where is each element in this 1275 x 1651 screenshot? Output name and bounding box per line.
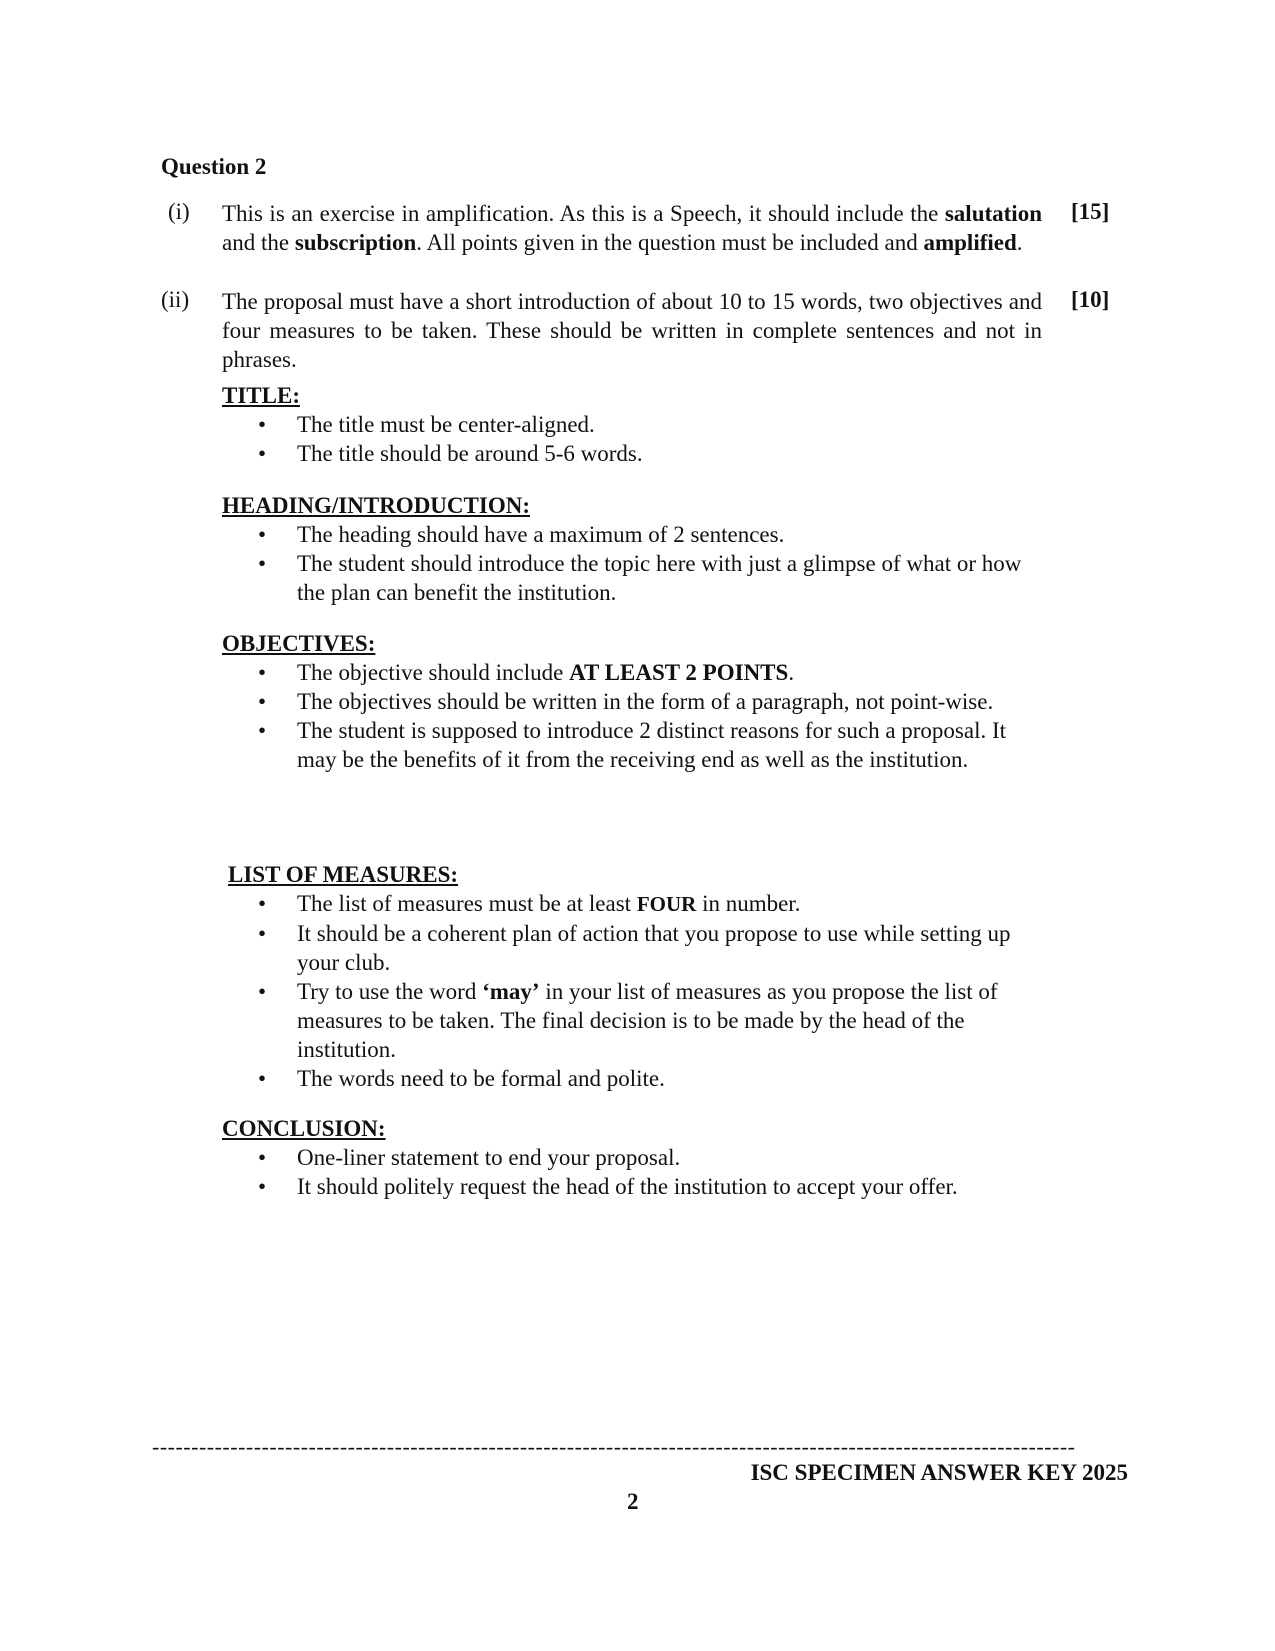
list-item: • The words need to be formal and polite.: [258, 1066, 665, 1091]
heading-introduction-heading: HEADING/INTRODUCTION:: [222, 493, 530, 518]
list-item: • The objective should include AT LEAST 2 POINTS.: [258, 660, 795, 685]
list-item: • The student should introduce the topic here with just a glimpse of what or how the plan can benefit the institution.: [258, 551, 1022, 605]
bullet-icon: •: [258, 891, 267, 916]
bullet-icon: •: [258, 718, 267, 743]
bullet-icon: •: [258, 412, 267, 437]
list-item: • The list of measures must be at least FOUR in number.: [258, 891, 801, 916]
title-heading: TITLE:: [222, 383, 300, 408]
list-item: • One-liner statement to end your proposal.: [258, 1145, 681, 1170]
bullet-icon: •: [258, 979, 267, 1004]
list-item: • The objectives should be written in the form of a paragraph, not point-wise.: [258, 689, 994, 714]
list-item: • The student is supposed to introduce 2 distinct reasons for such a proposal. It may be the benefits of it from the receiving end as well as the institution.: [258, 718, 1007, 772]
objectives-section: [222, 629, 1042, 774]
bullet-icon: •: [258, 551, 267, 576]
heading-section: [222, 491, 1042, 607]
page-number: 2: [627, 1489, 639, 1514]
bullet-icon: •: [258, 689, 267, 714]
title-section: [222, 381, 1042, 468]
list-item: • The title must be center-aligned.: [258, 412, 595, 437]
part-ii-marks: [10]: [1071, 287, 1110, 312]
part-i-marks: [15]: [1071, 199, 1110, 224]
footer-divider: ----------------------------------------------------------------------------------------------------------------------: [152, 1436, 1076, 1458]
footer-title: ISC SPECIMEN ANSWER KEY 2025: [750, 1460, 1128, 1485]
bullet-icon: •: [258, 921, 267, 946]
bullet-icon: •: [258, 660, 267, 685]
part-i-text: This is an exercise in amplification. As this is a Speech, it should include the salutation and the subscription. All points given in the question must be included and amplified.: [222, 201, 1042, 255]
conclusion-section: [222, 1114, 1042, 1201]
measures-section: [222, 860, 1042, 1093]
part-i-number: (i): [168, 199, 190, 224]
bullet-icon: •: [258, 1066, 267, 1091]
list-item: • The heading should have a maximum of 2 sentences.: [258, 522, 785, 547]
list-of-measures-heading: LIST OF MEASURES:: [228, 862, 459, 887]
bullet-icon: •: [258, 1174, 267, 1199]
bullet-icon: •: [258, 441, 267, 466]
list-item: • The title should be around 5-6 words.: [258, 441, 643, 466]
list-item: • It should politely request the head of the institution to accept your offer.: [258, 1174, 958, 1199]
bullet-icon: •: [258, 522, 267, 547]
objectives-heading: OBJECTIVES:: [222, 631, 376, 656]
bullet-icon: •: [258, 1145, 267, 1170]
part-ii-number: (ii): [161, 287, 190, 312]
question-title: Question 2: [161, 154, 267, 179]
list-item: • Try to use the word ‘may’ in your list of measures as you propose the list of measures to be taken. The final decision is to be made by the head of the institution.: [258, 979, 998, 1062]
conclusion-heading: CONCLUSION:: [222, 1116, 386, 1141]
part-ii-text: The proposal must have a short introduction of about 10 to 15 words, two objectives and four measures to be taken. These should be written in complete sentences and not in phrases.: [222, 289, 1042, 372]
list-item: • It should be a coherent plan of action that you propose to use while setting up your club.: [258, 921, 1011, 975]
